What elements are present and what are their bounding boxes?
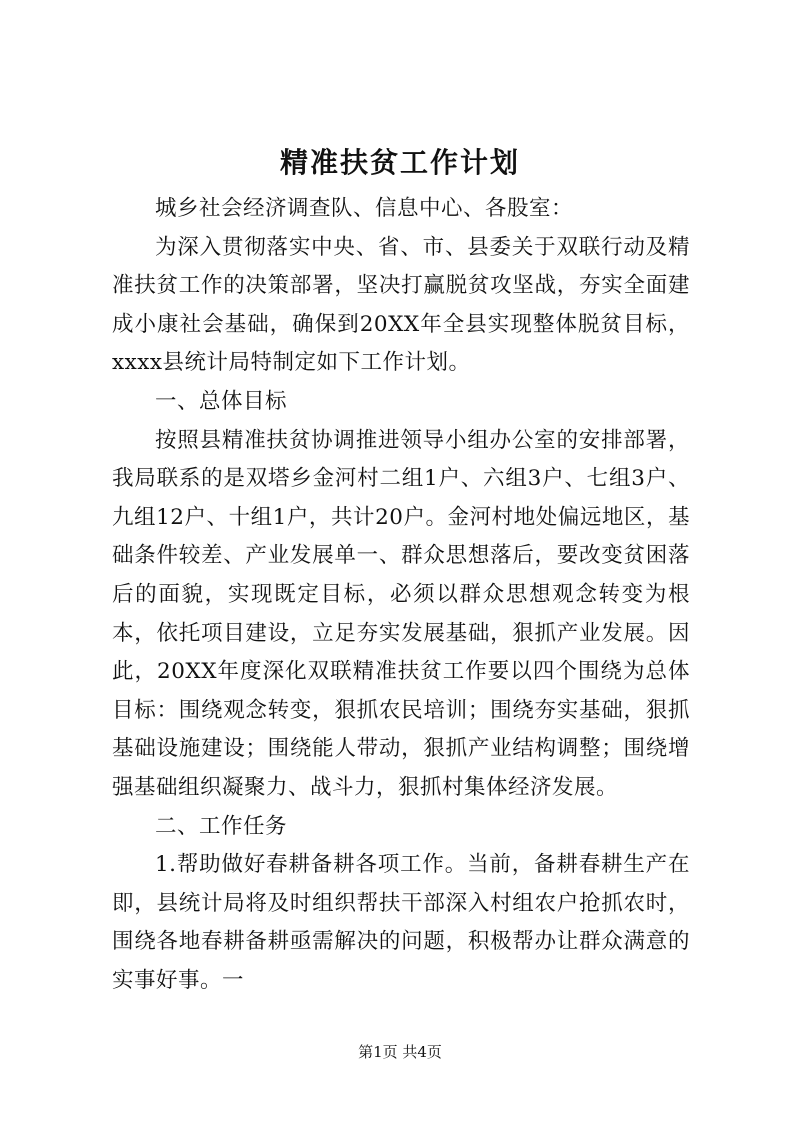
salutation-paragraph: 城乡社会经济调查队、信息中心、各股室： <box>155 196 574 221</box>
task-1-paragraph: 1.帮助做好春耕备耕各项工作。当前，备耕春耕生产在即，县统计局将及时组织帮扶干部深入村组农户抢抓农时，围绕各地春耕备耕亟需解决的问题，积极帮办让群众满意的实事好事。一 <box>112 852 690 993</box>
page-footer: 第1页 共4页 <box>358 1043 442 1061</box>
document-body <box>112 190 690 1000</box>
intro-paragraph: 为深入贯彻落实中央、省、市、县委关于双联行动及精准扶贫工作的决策部署，坚决打赢脱贫攻坚战，夯实全面建成小康社会基础，确保到20XX年全县实现整体脱贫目标，xxxx县统计局特制定如下工作计划。 <box>112 234 690 376</box>
section-heading-overall-goal: 一、总体目标 <box>155 388 288 414</box>
overall-goal-paragraph: 按照县精准扶贫协调推进领导小组办公室的安排部署，我局联系的是双塔乡金河村二组1户、六组3户、七组3户、九组12户、十组1户，共计20户。金河村地处偏远地区，基础条件较差、产业发展单一、群众思想落后，要改变贫困落后的面貌，实现既定目标，必须以群众思想观念转变为根本，依托项目建设，立足夯实发展基础，狠抓产业发展。因此，20XX年度深化双联精准扶贫工作要以四个围绕为总体目标：围绕观念转变，狠抓农民培训；围绕夯实基础，狠抓基础设施建设；围绕能人带动，狠抓产业结构调整；围绕增强基础组织凝聚力、战斗力，狠抓村集体经济发展。 <box>112 427 690 800</box>
document-title: 精准扶贫工作计划 <box>279 146 520 179</box>
section-heading-work-tasks: 二、工作任务 <box>155 813 288 839</box>
